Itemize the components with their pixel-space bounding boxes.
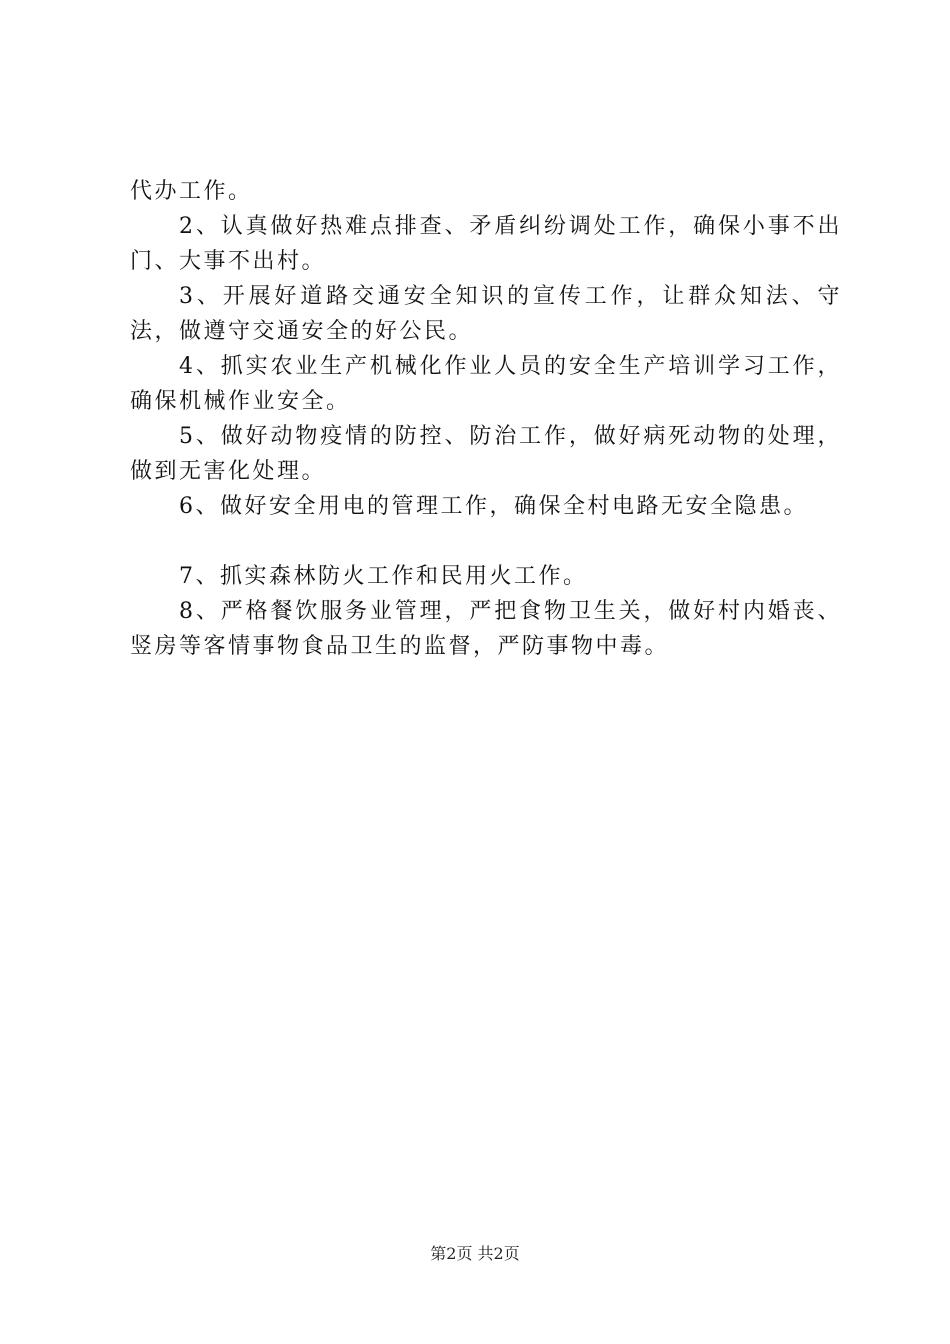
- paragraph-item-6: 6、做好安全用电的管理工作，确保全村电路无安全隐患。: [179, 494, 808, 519]
- page-footer: [0, 1243, 950, 1265]
- document-body: [130, 174, 842, 664]
- paragraph-item-3: 3、开展好道路交通安全知识的宣传工作，让群众知法、守法，做遵守交通安全的好公民。: [130, 284, 842, 344]
- paragraph-item-8: 8、严格餐饮服务业管理，严把食物卫生关，做好村内婚丧、竖房等客情事物食品卫生的监督，严防事物中毒。: [130, 599, 842, 659]
- paragraph-item-2: 2、认真做好热难点排查、矛盾纠纷调处工作，确保小事不出门、大事不出村。: [130, 214, 842, 274]
- paragraph-item-4: 4、抓实农业生产机械化作业人员的安全生产培训学习工作，确保机械作业安全。: [130, 354, 842, 414]
- paragraph-item-7: 7、抓实森林防火工作和民用火工作。: [179, 564, 588, 589]
- page-number-label: 第2页 共2页: [430, 1244, 520, 1263]
- paragraph-spacer: [130, 524, 842, 559]
- paragraph-continuation: 代办工作。: [130, 179, 253, 204]
- paragraph-item-5: 5、做好动物疫情的防控、防治工作，做好病死动物的处理，做到无害化处理。: [130, 424, 842, 484]
